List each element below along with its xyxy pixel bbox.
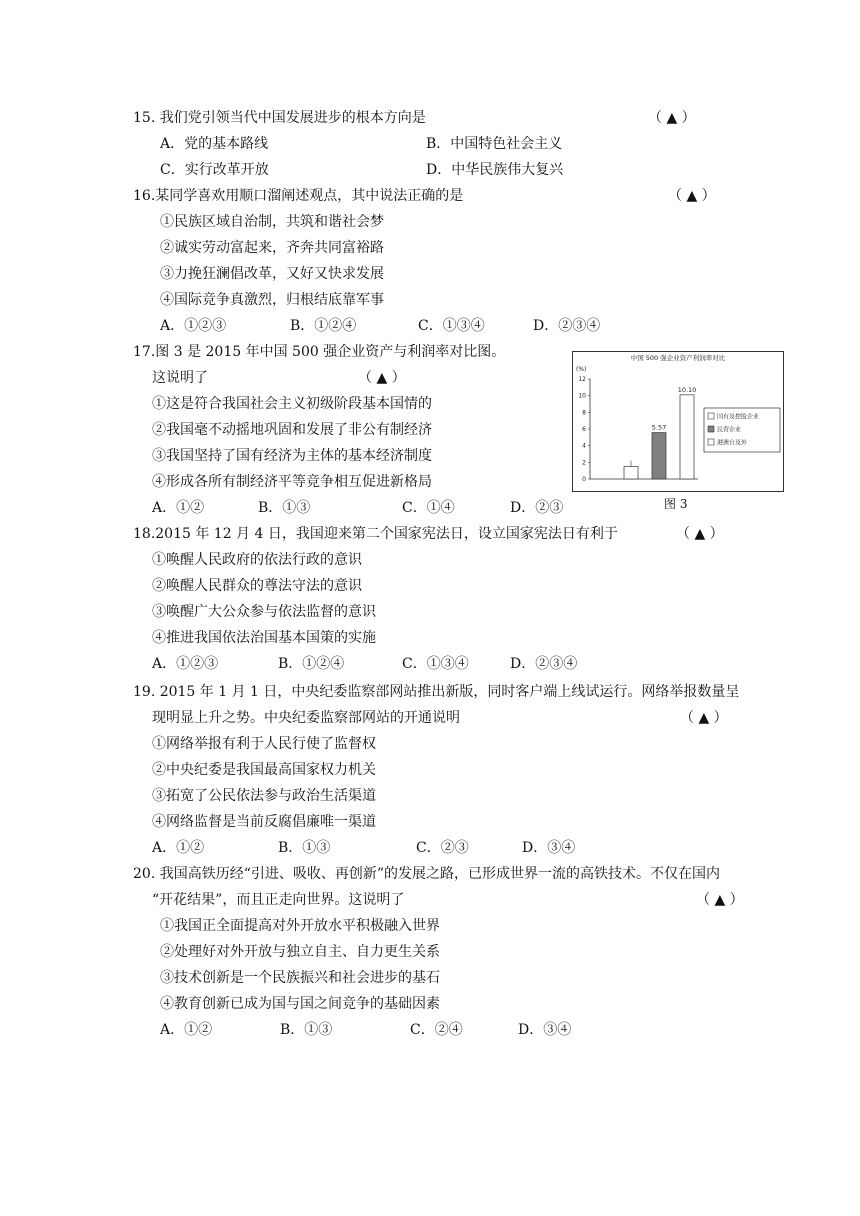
chart-legend-label-1: 民营企业 bbox=[717, 426, 742, 434]
q20-answer-paren: （ ▲ ） bbox=[696, 892, 744, 908]
q18-option-c: C．①③④ bbox=[402, 656, 469, 672]
q19-item-4: ④网络监督是当前反腐倡廉唯一渠道 bbox=[152, 814, 376, 830]
q17-option-b: B．①③ bbox=[258, 500, 311, 516]
q20-item-3: ③技术创新是一个民族振兴和社会进步的基石 bbox=[160, 970, 440, 986]
chart-bar-1 bbox=[652, 433, 666, 479]
q18-option-a: A．①②③ bbox=[152, 656, 219, 672]
q16-item-3: ③力挽狂澜倡改革，又好又快求发展 bbox=[160, 266, 384, 282]
q16-item-1: ①民族区域自治制，共筑和谐社会梦 bbox=[160, 214, 384, 230]
chart-y-tick-label-0: 0 bbox=[582, 476, 586, 483]
q17-stem-2: 这说明了 bbox=[152, 370, 208, 386]
q18-item-2: ②唤醒人民群众的尊法守法的意识 bbox=[152, 578, 362, 594]
q17-option-a: A．①② bbox=[152, 500, 205, 516]
q15-answer-paren: （ ▲ ） bbox=[648, 110, 696, 126]
chart-y-tick-label-6: 12 bbox=[578, 376, 586, 383]
chart-legend-swatch-0 bbox=[708, 413, 714, 419]
q20-option-d: D．③④ bbox=[518, 1022, 572, 1038]
q18-option-d: D．②③④ bbox=[510, 656, 578, 672]
q19-answer-paren: （ ▲ ） bbox=[680, 710, 728, 726]
q17-item-2: ②我国毫不动摇地巩固和发展了非公有制经济 bbox=[152, 422, 432, 438]
chart-legend-label-0: 国有及控股企业 bbox=[717, 413, 760, 421]
q20-stem-2: “开花结果”，而且正走向世界。这说明了 bbox=[152, 892, 405, 908]
q17-item-4: ④形成各所有制经济平等竞争相互促进新格局 bbox=[152, 474, 432, 490]
q20-item-2: ②处理好对外开放与独立自主、自力更生关系 bbox=[160, 944, 440, 960]
q18-item-4: ④推进我国依法治国基本国策的实施 bbox=[152, 630, 376, 646]
q20-option-a: A．①② bbox=[160, 1022, 213, 1038]
q17-answer-paren: （ ▲ ） bbox=[358, 370, 406, 386]
q18-answer-paren: （ ▲ ） bbox=[676, 526, 724, 542]
q19-item-1: ①网络举报有利于人民行使了监督权 bbox=[152, 736, 376, 752]
q19-option-c: C．②③ bbox=[416, 840, 469, 856]
q16-item-4: ④国际竞争真激烈，归根结底靠军事 bbox=[160, 292, 384, 308]
q19-stem-2: 现明显上升之势。中央纪委监察部网站的开通说明 bbox=[152, 710, 460, 726]
q19-option-d: D．③④ bbox=[522, 840, 576, 856]
q18-option-b: B．①②④ bbox=[278, 656, 345, 672]
q18-item-1: ①唤醒人民政府的依法行政的意识 bbox=[152, 552, 362, 568]
q15-option-b: B．中国特色社会主义 bbox=[426, 136, 563, 152]
q20-stem-1: 20. 我国高铁历经“引进、吸收、再创新”的发展之路，已形成世界一流的高铁技术。不仅在国内 bbox=[133, 866, 721, 882]
q16-option-b: B．①②④ bbox=[290, 318, 357, 334]
q16-option-a: A．①②③ bbox=[160, 318, 227, 334]
q20-option-c: C．②④ bbox=[410, 1022, 463, 1038]
chart-legend-label-2: 港澳台及外 bbox=[717, 439, 748, 447]
figure-3-bar-chart bbox=[572, 351, 784, 492]
q17-stem-1: 17.图 3 是 2015 年中国 500 强企业资产与利润率对比图。 bbox=[133, 344, 506, 360]
chart-data-label-2: 10.10 bbox=[677, 385, 697, 394]
chart-legend-swatch-1 bbox=[708, 426, 714, 432]
chart-data-label-1: 5.57 bbox=[651, 423, 667, 432]
chart-bar-0 bbox=[624, 467, 638, 480]
chart-y-tick-label-5: 10 bbox=[578, 392, 586, 400]
chart-y-tick-label-2: 4 bbox=[582, 442, 586, 450]
chart-y-tick-label-3: 6 bbox=[582, 426, 586, 433]
q15-stem: 15. 我们党引领当代中国发展进步的根本方向是 bbox=[133, 110, 426, 126]
chart-bar-2 bbox=[680, 395, 694, 479]
q16-stem: 16.某同学喜欢用顺口溜阐述观点，其中说法正确的是 bbox=[133, 188, 464, 204]
q20-item-1: ①我国正全面提高对外开放水平积极融入世界 bbox=[160, 918, 440, 934]
q19-item-3: ③拓宽了公民依法参与政治生活渠道 bbox=[152, 788, 376, 804]
q17-option-d: D．②③ bbox=[510, 500, 564, 516]
q19-stem-1: 19. 2015 年 1 月 1 日，中央纪委监察部网站推出新版，同时客户端上线试运行。网络举报数量呈 bbox=[133, 684, 740, 700]
chart-y-unit: (%) bbox=[576, 366, 587, 373]
q15-option-c: C．实行改革开放 bbox=[160, 162, 269, 178]
q15-option-d: D．中华民族伟大复兴 bbox=[426, 162, 564, 178]
figure-3-caption: 图 3 bbox=[664, 497, 688, 511]
q20-item-4: ④教育创新已成为国与国之间竞争的基础因素 bbox=[160, 996, 440, 1012]
q16-option-c: C．①③④ bbox=[418, 318, 485, 334]
chart-title: 中国 500 强企业资产利润率对比 bbox=[630, 354, 726, 362]
q16-item-2: ②诚实劳动富起来，齐奔共同富裕路 bbox=[160, 240, 384, 256]
q18-item-3: ③唤醒广大公众参与依法监督的意识 bbox=[152, 604, 376, 620]
chart-y-tick-label-4: 8 bbox=[582, 409, 586, 417]
chart-legend-swatch-2 bbox=[708, 439, 714, 445]
q18-stem: 18.2015 年 12 月 4 日，我国迎来第二个国家宪法日，设立国家宪法日有利于 bbox=[133, 526, 618, 542]
chart-y-tick-label-1: 2 bbox=[582, 459, 586, 467]
q17-option-c: C．①④ bbox=[402, 500, 455, 516]
q15-option-a: A．党的基本路线 bbox=[160, 136, 269, 152]
q17-item-3: ③我国坚持了国有经济为主体的基本经济制度 bbox=[152, 448, 432, 464]
q19-item-2: ②中央纪委是我国最高国家权力机关 bbox=[152, 762, 376, 778]
q19-option-a: A．①② bbox=[152, 840, 205, 856]
q16-answer-paren: （ ▲ ） bbox=[668, 188, 716, 204]
q19-option-b: B．①③ bbox=[278, 840, 331, 856]
q16-option-d: D．②③④ bbox=[533, 318, 601, 334]
q17-item-1: ①这是符合我国社会主义初级阶段基本国情的 bbox=[152, 396, 432, 412]
q20-option-b: B．①③ bbox=[280, 1022, 333, 1038]
